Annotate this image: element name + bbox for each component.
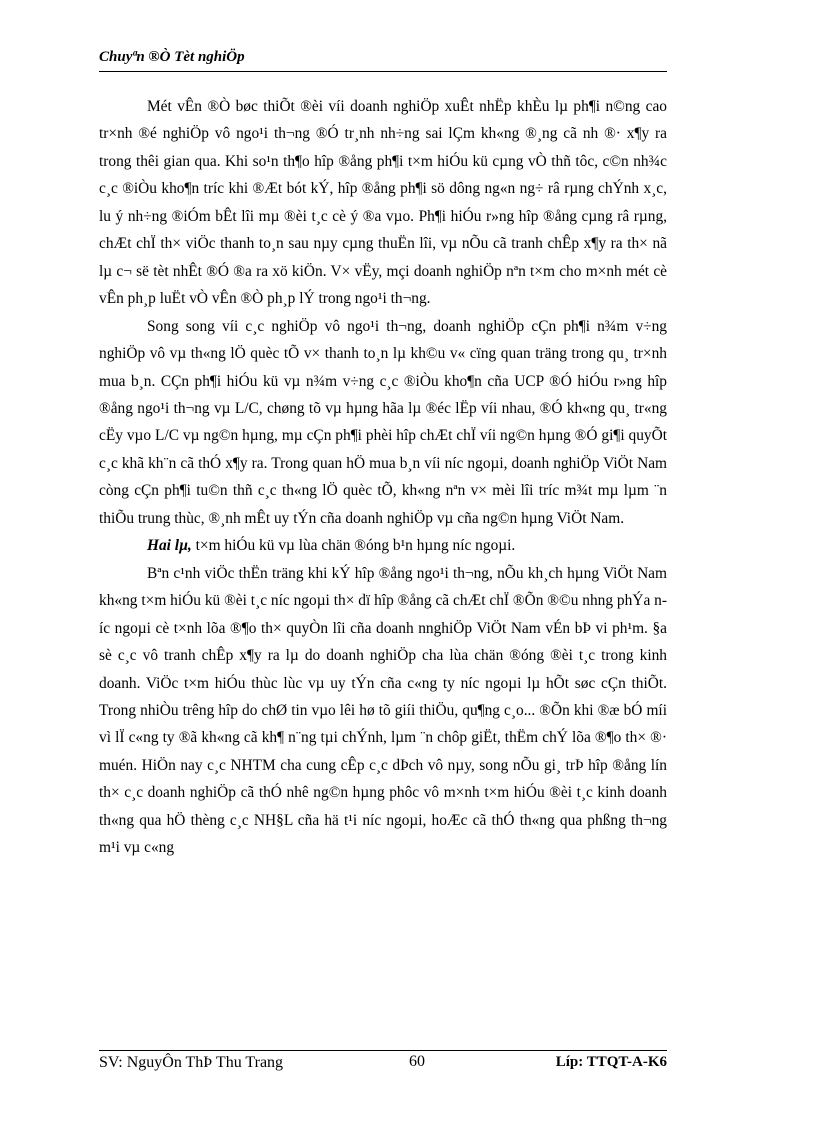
paragraph-text: Bªn c¹nh viÖc thËn träng khi kÝ hîp ®ång ngo¹i th¬ng, nÕu kh¸ch hµng ViÖt Nam kh«ng t×m hiÓu kü ®èi t¸c níc ngoµi th× dï hîp ®ång cã chÆt chÏ ®Õn ®©u nhng phÝa níc ngoµi cè t×nh lõa ®¶o th× quyÒn lîi cña doanh nnghiÖp ViÖt Nam vÉn bÞ vi ph¹m. §a sè c¸c vô tranh chÊp x¶y ra lµ do doanh nghiÖp cha lùa chän ®óng ®èi t¸c trong kinh doanh. ViÖc t×m hiÓu thùc lùc vµ uy tÝn cña c«ng ty níc ngoµi lµ hÕt søc cÇn thiÕt. Trong nhiÒu trêng hîp do chØ tin vµo lêi hø tõ giíi thiÖu, qu¶ng c¸o... ®Õn khi ®æ bÓ míi vì lÏ c«ng ty ®ã kh«ng cã kh¶ n¨ng tµi chÝnh, lµm ¨n chôp giËt, thËm chÝ lõa ®¶o th× ®· muén. HiÖn nay c¸c NHTM cha cung cÊp c¸c dÞch vô nµy, song nÕu gi¸ trÞ hîp ®ång lín th× c¸c doanh nghiÖp cã thÓ nhê ng©n hµng phôc vô m×nh t×m hiÓu ®èi t¸c kinh doanh th«ng qua hÖ thèng c¸c NH§L cña hä t¹i níc ngoµi, hoÆc cã thÓ th«ng qua phßng th¬ng m¹i vµ c«ng bbox=[99, 564, 667, 857]
paragraph bbox=[99, 560, 667, 862]
paragraph-text: Song song víi c¸c nghiÖp vô ngo¹i th¬ng, doanh nghiÖp cÇn ph¶i n¾m v÷ng nghiÖp vô vµ th«ng lÖ quèc tÕ v× thanh to¸n lµ kh©u v« cïng quan träng trong qu¸ tr×nh mua b¸n. CÇn ph¶i hiÓu kü vµ n¾m v÷ng c¸c ®iÒu kho¶n cña UCP ®Ó hiÓu r»ng hîp ®ång ngo¹i th¬ng vµ L/C, chøng tõ vµ hµng hãa lµ ®éc lËp víi nhau, ®Ó kh«ng qu¸ tr«ng cËy vµo L/C vµ ng©n hµng, mµ cÇn ph¶i phèi hîp chÆt chÏ víi ng©n hµng ®Ó gi¶i quyÕt c¸c khã kh¨n cã thÓ x¶y ra. Trong quan hÖ mua b¸n víi níc ngoµi, doanh nghiÖp ViÖt Nam còng cÇn ph¶i tu©n thñ c¸c th«ng lÖ quèc tÕ, kh«ng nªn v× mèi lîi tríc m¾t mµ lµm ¨n thiÕu trung thùc, ®¸nh mÊt uy tÝn cña doanh nghiÖp vµ cña ng©n hµng ViÖt Nam. bbox=[99, 317, 667, 527]
footer-student-name: SV: NguyÔn ThÞ Thu Trang bbox=[99, 1054, 284, 1071]
paragraph bbox=[99, 532, 667, 559]
footer-class-label: Líp: TTQT-A-K6 bbox=[555, 1054, 667, 1070]
paragraph-lead: Hai lµ, bbox=[147, 537, 192, 555]
paragraph bbox=[99, 313, 667, 533]
document-body bbox=[99, 93, 667, 862]
paragraph-text: Mét vÊn ®Ò bøc thiÕt ®èi víi doanh nghiÖp xuÊt nhËp khÈu lµ ph¶i n©ng cao tr×nh ®é nghiÖp vô ngo¹i th¬ng ®Ó tr¸nh nh÷ng sai lÇm kh«ng ®¸ng cã nh ®· x¶y ra trong thêi gian qua. Khi so¹n th¶o hîp ®ång ph¶i t×m hiÓu kü cµng vÒ thñ tôc, c©n nh¾c c¸c ®iÒu kho¶n tríc khi ®Æt bót kÝ, hîp ®ång ph¶i sö dông ng«n ng÷ râ rµng chÝnh x¸c, lu ý nh÷ng ®iÓm bÊt lîi mµ ®èi t¸c cè ý ®a vµo. Ph¶i hiÓu r»ng hîp ®ång cµng râ rµng, chÆt chÏ th× viÖc thanh to¸n sau nµy cµng thuËn lîi, vµ nÕu cã tranh chÊp x¶y ra th× nã lµ c¬ së tèt nhÊt ®Ó ®a ra xö kiÖn. V× vËy, mçi doanh nghiÖp nªn t×m cho m×nh mét cè vÊn ph¸p luËt vÒ vÊn ®Ò ph¸p lÝ trong ngo¹i th¬ng. bbox=[99, 98, 667, 308]
header-divider bbox=[99, 71, 667, 72]
paragraph-text: t×m hiÓu kü vµ lùa chän ®óng b¹n hµng níc ngoµi. bbox=[191, 537, 516, 555]
paragraph bbox=[99, 93, 667, 313]
page-footer bbox=[99, 1054, 667, 1076]
footer-divider bbox=[99, 1050, 667, 1051]
document-header-title: Chuyªn ®Ò Tèt nghiÖp bbox=[99, 49, 245, 65]
page-number: 60 bbox=[409, 1053, 425, 1070]
